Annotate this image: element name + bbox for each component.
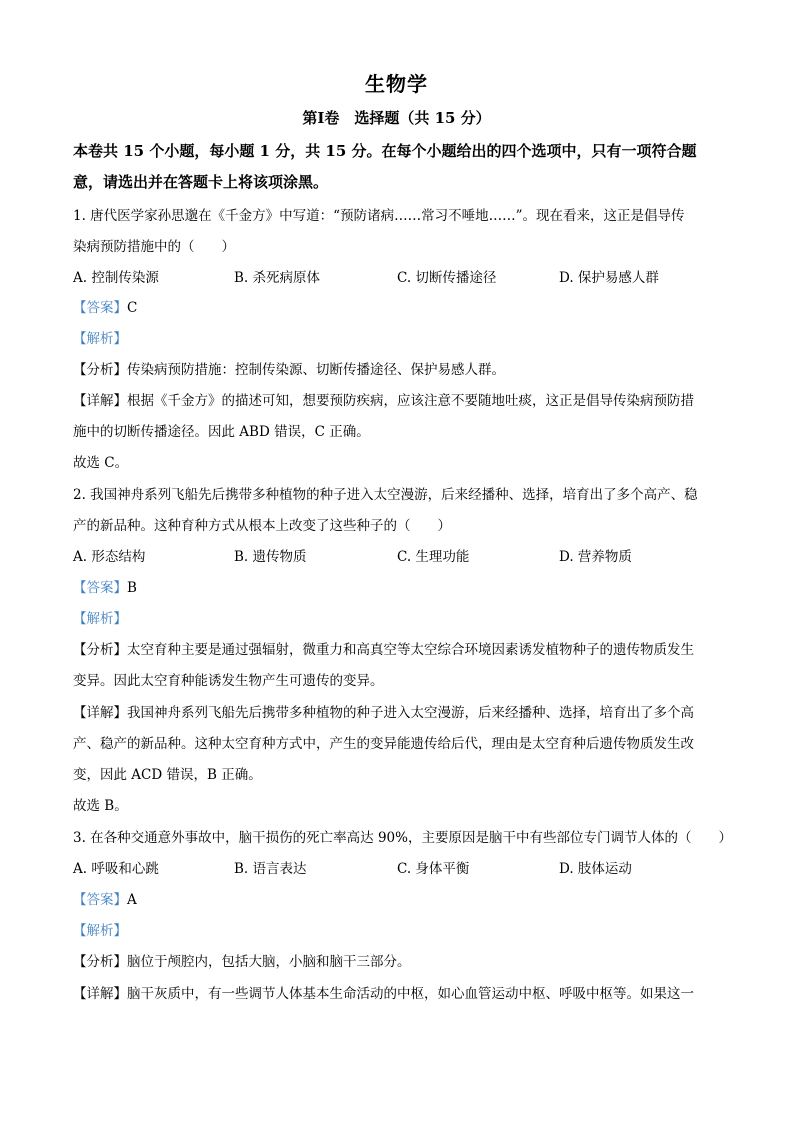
conclusion: 故选 C。 — [73, 455, 129, 471]
instructions-line-2: 意，请选出并在答题卡上将该项涂黑。 — [73, 173, 329, 191]
analysis-header: 【解析】 — [73, 923, 127, 939]
question-stem: 1. 唐代医学家孙思邈在《千金方》中写道：“预防诸病……常习不唾地……”。现在看来，这正是倡导传 — [73, 208, 685, 224]
answer-value: A — [127, 892, 137, 908]
option-c: C. 生理功能 — [397, 549, 470, 565]
detail-label: 【详解】 — [73, 393, 127, 409]
option-d: D. 保护易感人群 — [559, 270, 659, 286]
detail-text: 施中的切断传播途径。因此 ABD 错误，C 正确。 — [73, 424, 370, 440]
answer-label: 【答案】 — [73, 580, 127, 596]
analysis-header: 【解析】 — [73, 611, 127, 627]
detail-text: 我国神舟系列飞船先后携带多种植物的种子进入太空漫游，后来经播种、选择，培育出了多个高 — [127, 705, 694, 721]
analysis-label: 【分析】 — [73, 362, 127, 378]
section-heading: 第Ⅰ卷 选择题（共 15 分） — [302, 109, 491, 127]
analysis-row — [73, 361, 728, 379]
analysis-row — [73, 953, 728, 971]
detail-row — [73, 704, 728, 722]
answer-row — [73, 579, 728, 597]
question-stem: 染病预防措施中的（ ） — [73, 239, 235, 255]
detail-label: 【详解】 — [73, 986, 127, 1002]
analysis-text: 太空育种主要是通过强辐射，微重力和高真空等太空综合环境因素诱发植物种子的遗传物质发生 — [127, 642, 694, 658]
analysis-label: 【分析】 — [73, 954, 127, 970]
option-b: B. 语言表达 — [234, 861, 307, 877]
question-stem: 产的新品种。这种育种方式从根本上改变了这些种子的（ ） — [73, 518, 451, 534]
answer-row — [73, 891, 728, 909]
detail-text: 变，因此 ACD 错误，B 正确。 — [73, 767, 262, 783]
option-c: C. 切断传播途径 — [397, 270, 497, 286]
answer-row — [73, 299, 728, 317]
detail-text: 脑干灰质中，有一些调节人体基本生命活动的中枢，如心血管运动中枢、呼吸中枢等。如果这一 — [127, 986, 694, 1002]
option-b: B. 杀死病原体 — [234, 270, 321, 286]
detail-text: 根据《千金方》的描述可知，想要预防疾病，应该注意不要随地吐痰，这正是倡导传染病预防措 — [127, 393, 694, 409]
option-a: A. 呼吸和心跳 — [73, 861, 159, 877]
answer-label: 【答案】 — [73, 300, 127, 316]
detail-row — [73, 392, 728, 410]
document-title: 生物学 — [365, 72, 428, 96]
detail-label: 【详解】 — [73, 705, 127, 721]
question-stem: 3. 在各种交通意外事故中，脑干损伤的死亡率高达 90%，主要原因是脑干中有些部位专门调节人体的（ ） — [73, 830, 732, 846]
analysis-text: 脑位于颅腔内，包括大脑，小脑和脑干三部分。 — [127, 954, 411, 970]
instructions-line-1: 本卷共 15 个小题，每小题 1 分，共 15 分。在每个小题给出的四个选项中，只有一项符合题 — [73, 142, 697, 160]
option-d: D. 肢体运动 — [559, 861, 632, 877]
analysis-row — [73, 641, 728, 659]
analysis-header: 【解析】 — [73, 331, 127, 347]
question-stem: 2. 我国神舟系列飞船先后携带多种植物的种子进入太空漫游，后来经播种、选择，培育出了多个高产、稳 — [73, 487, 698, 503]
option-b: B. 遗传物质 — [234, 549, 307, 565]
answer-value: C — [127, 300, 138, 316]
option-a: A. 形态结构 — [73, 549, 146, 565]
answer-label: 【答案】 — [73, 892, 127, 908]
analysis-text: 变异。因此太空育种能诱发生物产生可遗传的变异。 — [73, 673, 384, 689]
detail-row — [73, 985, 728, 1003]
detail-text: 产、稳产的新品种。这种太空育种方式中，产生的变异能遗传给后代，理由是太空育种后遗传物质发生改 — [73, 736, 694, 752]
analysis-text: 传染病预防措施：控制传染源、切断传播途径、保护易感人群。 — [127, 362, 505, 378]
option-a: A. 控制传染源 — [73, 270, 159, 286]
conclusion: 故选 B。 — [73, 798, 128, 814]
analysis-label: 【分析】 — [73, 642, 127, 658]
option-c: C. 身体平衡 — [397, 861, 470, 877]
answer-value: B — [127, 580, 137, 596]
option-d: D. 营养物质 — [559, 549, 632, 565]
